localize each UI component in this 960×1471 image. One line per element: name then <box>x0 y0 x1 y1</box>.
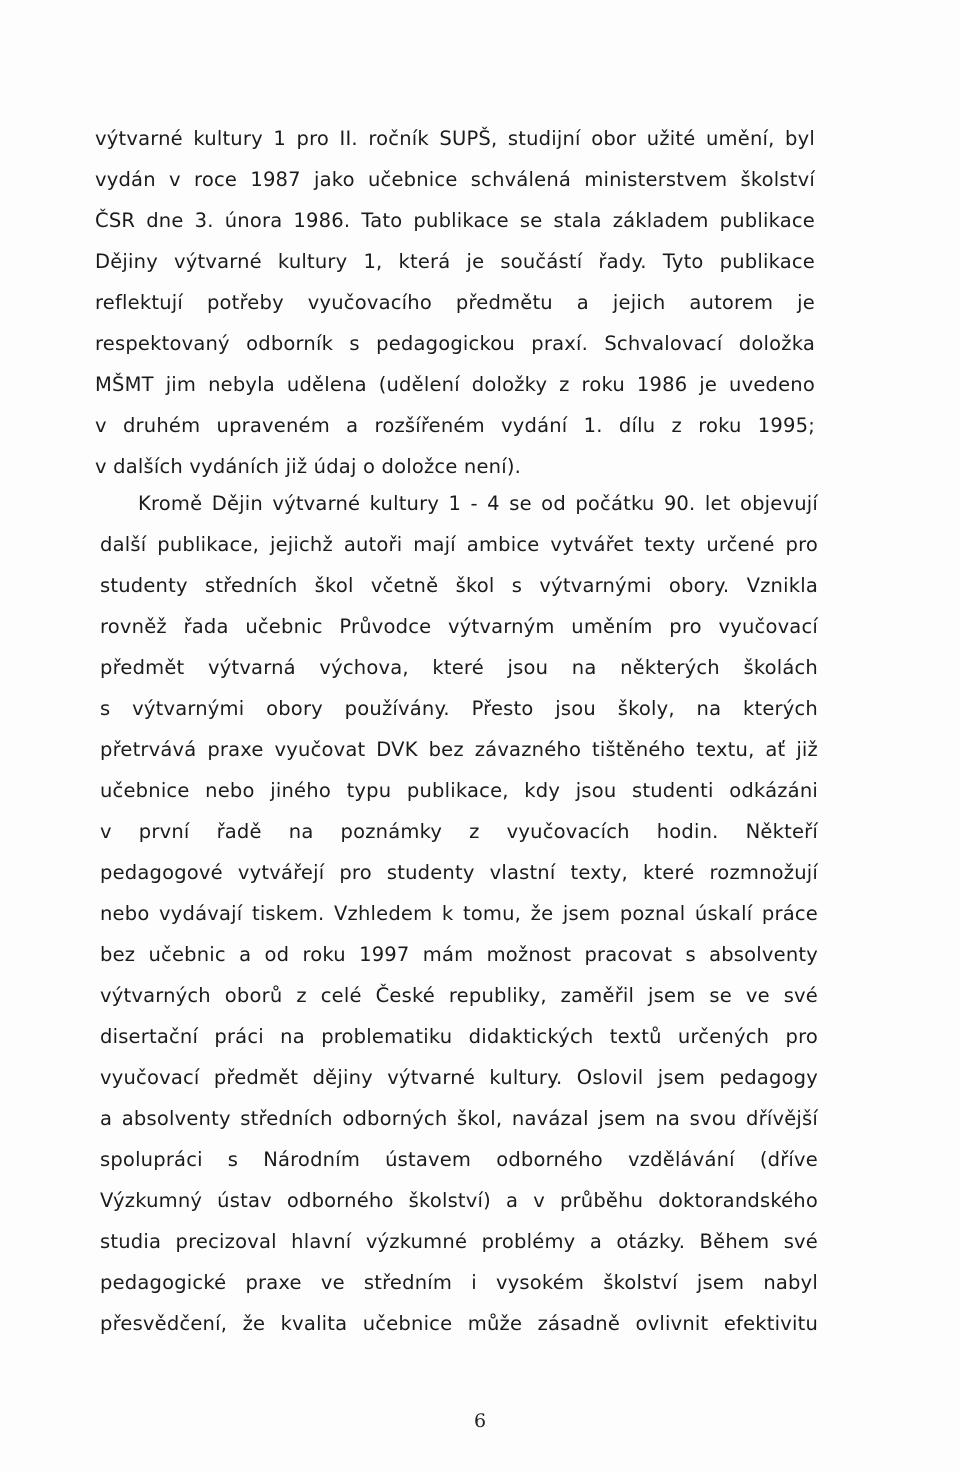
paragraph-2 <box>100 483 818 1344</box>
text-line: spolupráci s Národním ústavem odborného vzdělávání (dříve <box>100 1148 818 1171</box>
text-line: pedagogické praxe ve středním i vysokém školství jsem nabyl <box>100 1271 818 1294</box>
text-line: v druhém upraveném a rozšířeném vydání 1. dílu z roku 1995; <box>95 414 815 437</box>
text-line: výtvarných oborů z celé České republiky, zaměřil jsem se ve své <box>100 984 818 1007</box>
text-line: pedagogové vytvářejí pro studenty vlastní texty, které rozmnožují <box>100 861 818 884</box>
text-line: rovněž řada učebnic Průvodce výtvarným uměním pro vyučovací <box>100 615 818 638</box>
text-line: a absolventy středních odborných škol, navázal jsem na svou dřívější <box>100 1107 818 1130</box>
text-line: předmět výtvarná výchova, které jsou na některých školách <box>100 656 818 679</box>
text-line: Dějiny výtvarné kultury 1, která je součástí řady. Tyto publikace <box>95 250 815 273</box>
text-line: učebnice nebo jiného typu publikace, kdy jsou studenti odkázáni <box>100 779 818 802</box>
text-line: přesvědčení, že kvalita učebnice může zásadně ovlivnit efektivitu <box>100 1312 818 1335</box>
text-line: ČSR dne 3. února 1986. Tato publikace se stala základem publikace <box>95 209 815 232</box>
text-line: v první řadě na poznámky z vyučovacích hodin. Někteří <box>100 820 818 843</box>
text-line: Kromě Dějin výtvarné kultury 1 - 4 se od počátku 90. let objevují <box>138 492 818 515</box>
text-line: bez učebnic a od roku 1997 mám možnost pracovat s absolventy <box>100 943 818 966</box>
text-line: vydán v roce 1987 jako učebnice schválená ministerstvem školství <box>95 168 815 191</box>
text-line: výtvarné kultury 1 pro II. ročník SUPŠ, studijní obor užité umění, byl <box>95 127 815 150</box>
text-line: studia precizoval hlavní výzkumné problémy a otázky. Během své <box>100 1230 818 1253</box>
text-line: v dalších vydáních již údaj o doložce není). <box>95 455 522 478</box>
text-line: vyučovací předmět dějiny výtvarné kultury. Oslovil jsem pedagogy <box>100 1066 818 1089</box>
text-line: reflektují potřeby vyučovacího předmětu a jejich autorem je <box>95 291 815 314</box>
text-line: MŠMT jim nebyla udělena (udělení doložky z roku 1986 je uvedeno <box>95 373 815 396</box>
paragraph-1 <box>95 118 815 487</box>
text-line: další publikace, jejichž autoři mají ambice vytvářet texty určené pro <box>100 533 818 556</box>
text-line: respektovaný odborník s pedagogickou praxí. Schvalovací doložka <box>95 332 815 355</box>
text-line: disertační práci na problematiku didaktických textů určených pro <box>100 1025 818 1048</box>
text-line: s výtvarnými obory používány. Přesto jsou školy, na kterých <box>100 697 818 720</box>
text-line: nebo vydávají tiskem. Vzhledem k tomu, že jsem poznal úskalí práce <box>100 902 818 925</box>
page-number: 6 <box>473 1410 487 1432</box>
text-line: Výzkumný ústav odborného školství) a v průběhu doktorandského <box>100 1189 818 1212</box>
text-line: studenty středních škol včetně škol s výtvarnými obory. Vznikla <box>100 574 818 597</box>
text-line: přetrvává praxe vyučovat DVK bez závazného tištěného textu, ať již <box>100 738 818 761</box>
